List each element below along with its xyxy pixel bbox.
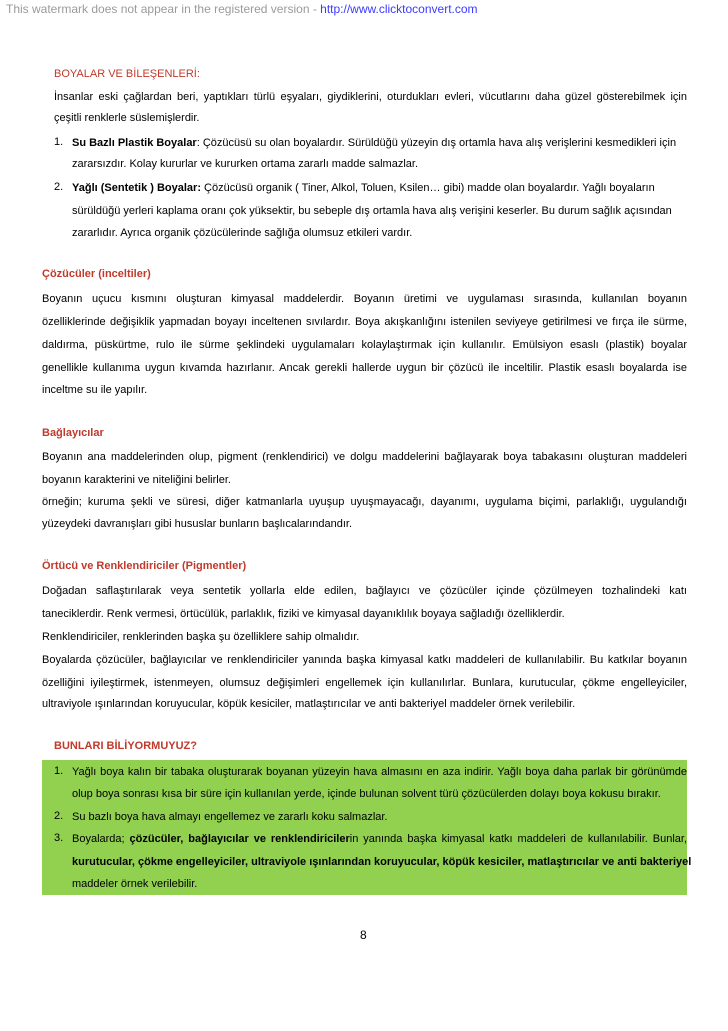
watermark-notice	[6, 2, 478, 16]
section5-item-3-line-3: maddeler örnek verilebilir.	[72, 878, 198, 890]
section1-item-1	[72, 136, 687, 150]
section4-line-6: ultraviyole ışınlarından koruyucular, köpük kesiciler, matlaştırıcılar ve anti bakteriyel maddeler örnek verilebilir.	[42, 698, 576, 710]
section2-line-2: özelliklerinde değişiklik yapmadan boyayı inceltenen sıvılardır. Boya akışkanlığını istenilen seviyeye getirilmesi ve fırça ile sürme,	[42, 316, 687, 328]
section4-line-5: özelliğini iyileştirmek, istenmeyen, olumsuz değişimleri engellemek için kullanılırlar. Bunlara, kurutucular, çökme engelleyiciler,	[42, 677, 687, 689]
section5-item-1-line-2: olup boya sonrası kısa bir süre için kullanılan yerde, içinde bulunan solvent türü çözücülerden dolayı boya kokusu bırakır.	[72, 788, 661, 800]
list-number: 1.	[54, 765, 64, 777]
list-number: 2.	[54, 810, 64, 822]
item-bold-text: çözücüler, bağlayıcılar ve renklendiriciler	[129, 833, 350, 845]
item-bold-text: kurutucular, çökme engelleyiciler, ultraviyole ışınlarından koruyucular, köpük kesiciler, matlaştırıcılar ve anti bakteriyel	[72, 856, 692, 868]
section1-item-2	[72, 181, 687, 195]
section-title-boyalar: BOYALAR VE BİLEŞENLERİ:	[54, 68, 200, 80]
section4-line-4: Boyalarda çözücüler, bağlayıcılar ve renklendiriciler yanında başka kimyasal katkı maddeleri de kullanılabilir. Bu katkılar boyanın	[42, 654, 687, 666]
item-text: in yanında başka kimyasal katkı maddeleri de kullanılabilir. Bunlar,	[349, 833, 687, 845]
section1-intro-line-1: İnsanlar eski çağlardan beri, yaptıkları türlü eşyaları, giydiklerini, oturdukları evleri, vücutlarını daha güzel gösterebilmek için	[54, 91, 687, 103]
section5-item-3-line-1	[72, 832, 687, 846]
list-number: 3.	[54, 832, 64, 844]
section4-line-2: taneciklerdir. Renk vermesi, örtücülük, parlaklık, fiziki ve kimyasal dayanıklılık boyaya sağladığı özelliklerdir.	[42, 608, 565, 620]
item-text: Çözücüsü organik ( Tiner, Alkol, Toluen, Ksilen… gibi) madde olan boyalardır. Yağlı boyaların	[200, 182, 655, 194]
section5-item-2-line-1: Su bazlı boya hava almayı engellemez ve zararlı koku salmazlar.	[72, 811, 388, 823]
section-title-pigmentler: Örtücü ve Renklendiriciler (Pigmentler)	[42, 560, 247, 572]
section2-line-3: daldırma, püskürtme, rulo ile sürme şeklindeki uygulamaları kolaylaştırmak için kullanılır. Emülsiyon esaslı (plastik) boyalar	[42, 339, 687, 351]
section2-line-5: inceltme su ile yapılır.	[42, 384, 148, 396]
page-number: 8	[360, 928, 367, 942]
list-number: 1.	[54, 136, 64, 148]
watermark-link[interactable]: http://www.clicktoconvert.com	[320, 2, 478, 16]
section-title-baglayicilar: Bağlayıcılar	[42, 427, 104, 439]
item-bold-label: Su Bazlı Plastik Boyalar	[72, 137, 197, 149]
section1-item-2-cont-1: sürüldüğü yerleri kaplama oranı çok yüksektir, bu sebeple dış ortamla hava alış verişini keserler. Bu durum sağlık açısından	[72, 205, 672, 217]
section3-line-2: boyanın karakterini ve niteliğini belirler.	[42, 474, 231, 486]
info-box	[42, 760, 687, 895]
list-number: 2.	[54, 181, 64, 193]
section3-line-3: örneğin; kuruma şekli ve süresi, diğer katmanlarla uyuşup uyuşmayacağı, dayanımı, uygulama biçimi, parlaklığı, uygulandığı	[42, 496, 687, 508]
section1-intro-line-2: çeşitli renklerle süslemişlerdir.	[54, 112, 200, 124]
section3-line-1: Boyanın ana maddelerinden olup, pigment (renklendirici) ve dolgu maddelerini bağlayarak boya tabakasını oluşturan maddeleri	[42, 451, 687, 463]
section1-item-1-cont: zararsızdır. Kolay kururlar ve kururken ortama zararlı madde salmazlar.	[72, 158, 419, 170]
item-bold-label: Yağlı (Sentetik ) Boyalar:	[72, 182, 201, 194]
section4-line-1: Doğadan saflaştırılarak veya sentetik yollarla elde edilen, bağlayıcı ve çözücüler içinde çözülmeyen tozhalindeki katı	[42, 585, 687, 597]
section-title-bunlari-biliyormuyuz: BUNLARI BİLİYORMUYUZ?	[54, 740, 197, 752]
section4-line-3: Renklendiriciler, renklerinden başka şu özelliklere sahip olmalıdır.	[42, 631, 360, 643]
section1-item-2-cont-2: zararlıdır. Ayrıca organik çözücülerinde sağlığa olumsuz etkileri vardır.	[72, 227, 413, 239]
section2-line-1: Boyanın uçucu kısmını oluşturan kimyasal maddelerdir. Boyanın üretimi ve uygulaması sırasında, kullanılan boyanın	[42, 293, 687, 305]
section5-item-1-line-1: Yağlı boya kalın bir tabaka oluşturarak boyanan yüzeyin hava almasını en aza indirir. Yağlı boya daha parlak bir görünümde	[72, 766, 687, 778]
watermark-text: This watermark does not appear in the registered version -	[6, 2, 321, 16]
section2-line-4: genellikle kullanıma uygun kıvamda hazırlanır. Ancak gerekli hallerde uygun bir çözücü ile inceltilir. Plastik esaslı boyalarda ise	[42, 362, 687, 374]
item-text: : Çözücüsü su olan boyalardır. Sürüldüğü yüzeyin dış ortamla hava alış verişlerini kesmedikleri için	[196, 137, 677, 149]
section-title-cozuculer: Çözücüler (inceltiler)	[42, 268, 151, 280]
section5-item-3-line-2	[72, 855, 692, 869]
section3-line-4: yüzeydeki davranışları gibi hususlar bunların başlıcalarındandır.	[42, 518, 353, 530]
item-text: Boyalarda;	[72, 833, 130, 845]
